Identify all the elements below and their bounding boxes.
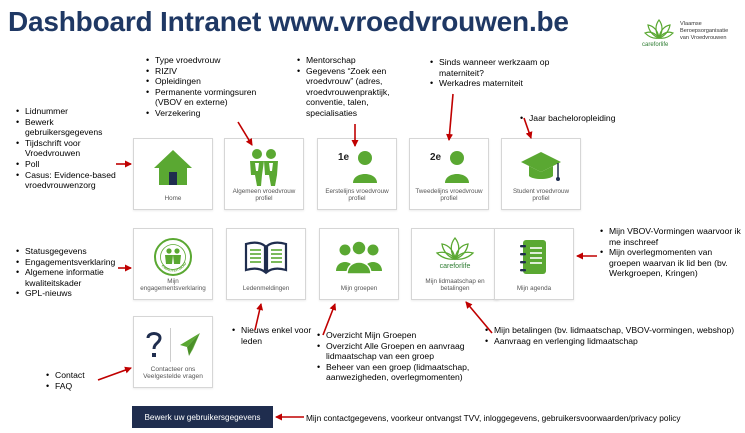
tile-label: Ledenmeldingen [242, 285, 290, 293]
list-item: • Verzekering [146, 108, 276, 119]
list-item: • Casus: Evidence-based vroedvrouwenzorg [16, 170, 116, 191]
list-item: • Permanente vormingsuren (VBOV en externe) [146, 87, 276, 108]
list-item: • Werkadres materniteit [430, 78, 570, 89]
list-item: • Algemene informatie kwaliteitskader [16, 267, 126, 288]
list-item: • Mentorschap [297, 55, 412, 66]
careforlife-wordmark: careforlife [439, 263, 471, 270]
list-item: • Aanvraag en verlenging lidmaatschap [485, 336, 743, 347]
tile-label: Mijn agenda [516, 285, 552, 293]
annotation-gebruikersgegevens: Mijn contactgegevens, voorkeur ontvangst TVV, inloggegevens, gebruikersvoorwaarden/privacy policy [306, 413, 681, 423]
list-item: • FAQ [46, 381, 116, 392]
list-item: • Overzicht Alle Groepen en aanvraag lidmaatschap van een groep [317, 341, 487, 362]
badge-1e: 1e [338, 151, 350, 163]
list-item: • Beheer van een groep (lidmaatschap, aanwezigheden, overlegmomenten) [317, 362, 487, 383]
tile-label: Mijn groepen [340, 285, 378, 293]
arrow-lidmaatschap [466, 302, 492, 333]
list-item: • Opleidingen [146, 76, 276, 87]
tile-label: Home [164, 195, 182, 203]
list-item: • Bewerk gebruikersgegevens [16, 117, 116, 138]
arrow-tweedelijns [449, 94, 453, 140]
list-item: • Contact [46, 370, 116, 381]
list-item: • Engagementsverklaring [16, 257, 126, 268]
list-item: • Overzicht Mijn Groepen [317, 330, 487, 341]
list-item: • Lidnummer [16, 106, 116, 117]
tile-label: Algemeen vroedvrouw profiel [232, 187, 296, 203]
list-item: • Mijn VBOV-Vormingen waarvoor ik me inschreef [600, 226, 743, 247]
list-item: • Mijn betalingen (bv. lidmaatschap, VBOV-vormingen, webshop) [485, 325, 743, 336]
badge-2e: 2e [430, 151, 442, 163]
edit-user-data-button[interactable]: Bewerk uw gebruikersgegevens [132, 406, 273, 428]
arrow-ledenmeldingen [255, 304, 261, 330]
tile-label: Student vroedvrouw profiel [512, 187, 569, 203]
list-item: • Tijdschrift voor Vroedvrouwen [16, 138, 116, 159]
list-item: • Sinds wanneer werkzaam op materniteit? [430, 57, 570, 78]
tile-label: Eerstelijns vroedvrouw profiel [325, 187, 389, 203]
list-item: • RIZIV [146, 66, 276, 77]
list-item: • Statusgegevens [16, 246, 126, 257]
list-item: • Poll [16, 159, 116, 170]
list-item: • Mijn overlegmomenten van groepen waarvan ik lid ben (bv. Werkgroepen, Kringen) [600, 247, 743, 279]
logo-org-name: Vlaamse Beroepsorganisatie van Vroedvrouwen [680, 21, 729, 41]
list-item: • GPL-nieuws [16, 288, 126, 299]
tile-label: Contacteer ons Veelgestelde vragen [143, 365, 203, 381]
list-item: • Jaar bacheloropleiding [520, 113, 650, 124]
tile-label: Mijn engagementsverklaring [140, 277, 206, 293]
arrow-groepen [323, 304, 335, 335]
list-item: • Nieuws enkel voor leden [232, 325, 312, 346]
arrow-profiel [238, 122, 252, 145]
page-title: Dashboard Intranet www.vroedvrouwen.be [8, 6, 569, 37]
arrow-contact [98, 368, 131, 380]
arrow-student [524, 118, 531, 138]
seal-ring-text: KWALITEITSKAD [160, 261, 188, 273]
tile-label: Tweedelijns vroedvrouw profiel [415, 187, 483, 203]
tile-label: Mijn lidmaatschap en betalingen [425, 277, 485, 293]
list-item: • Type vroedvrouw [146, 55, 276, 66]
logo-brand: careforlife [642, 42, 669, 48]
list-item: • Gegevens “Zoek een vroedvrouw” (adres, vroedvrouwenpraktijk, conventie, talen, specialisaties [297, 66, 412, 119]
